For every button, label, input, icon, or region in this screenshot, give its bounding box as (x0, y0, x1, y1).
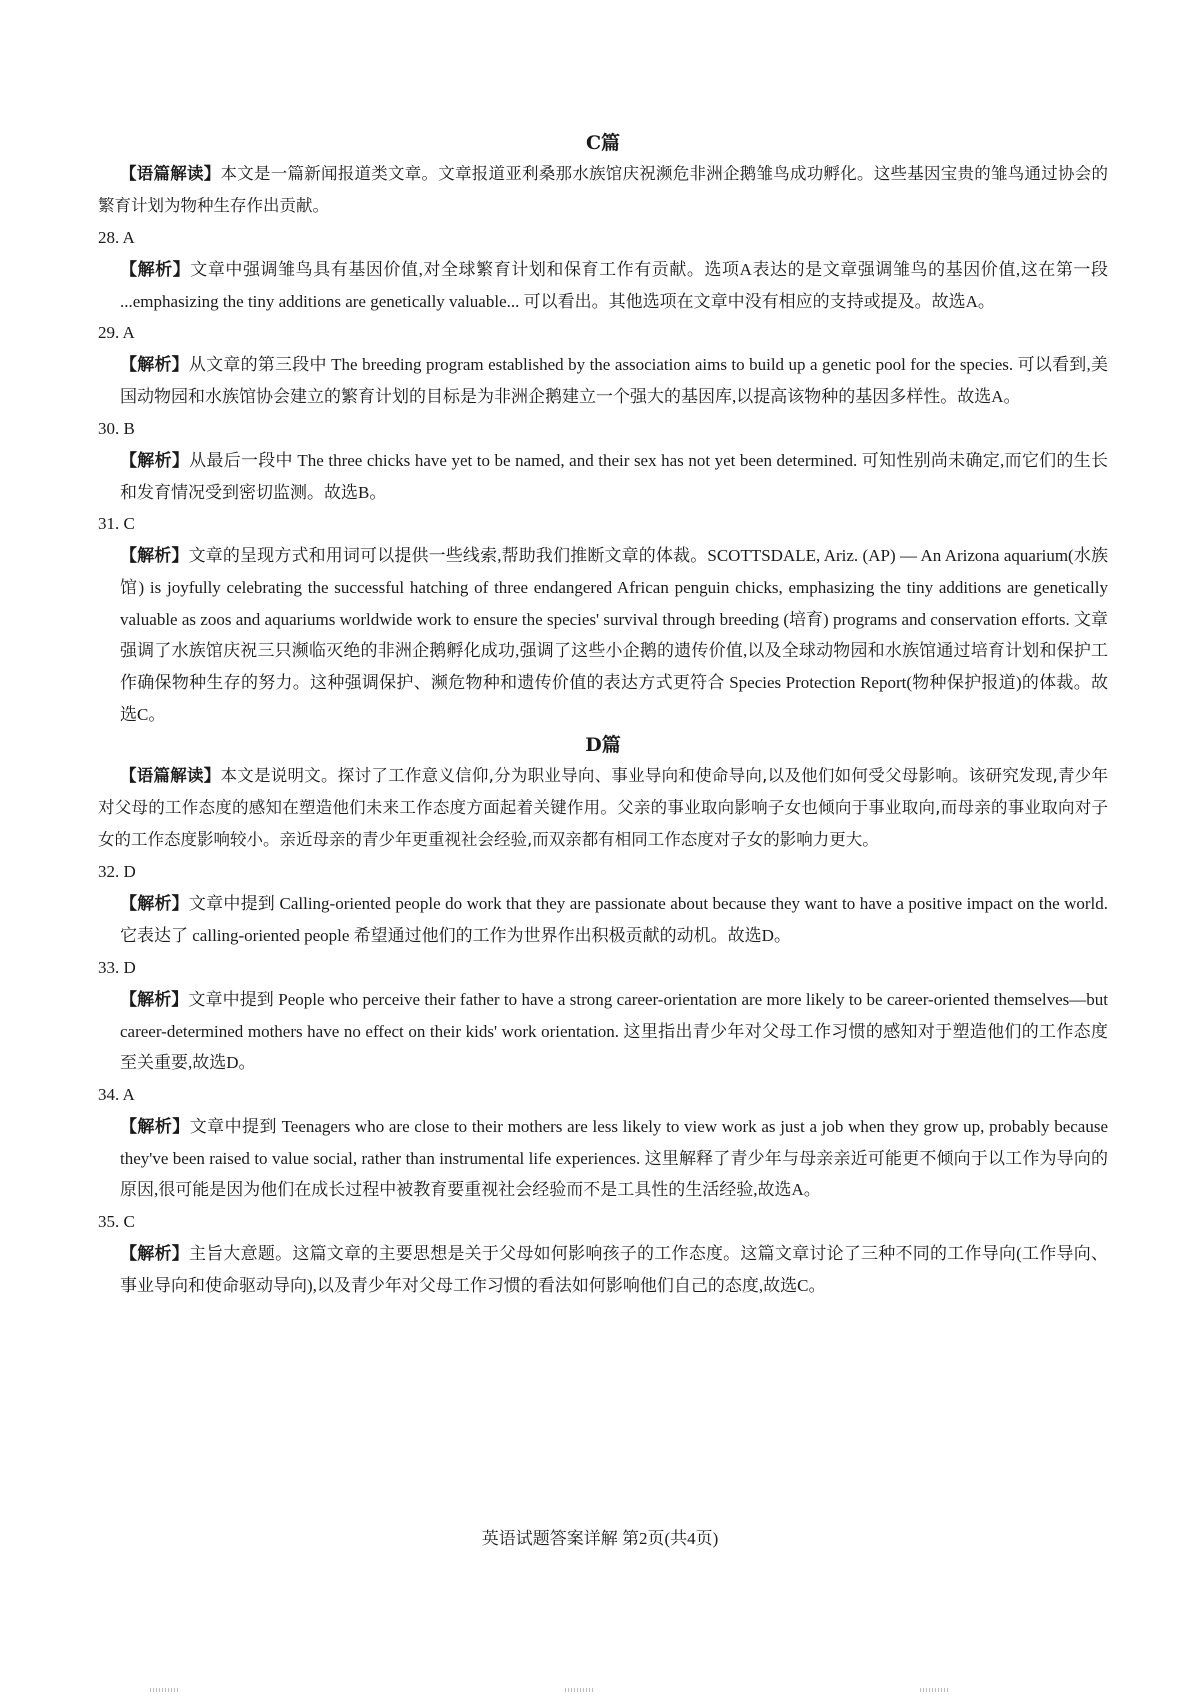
question-analysis (120, 540, 1108, 730)
section-c-intro-tag: 【语篇解读】 (120, 164, 221, 183)
question-31 (98, 508, 1108, 730)
section-d-intro-tag: 【语篇解读】 (120, 766, 221, 786)
question-number: 35. C (98, 1212, 135, 1232)
analysis-tag: 【解析】 (120, 1244, 189, 1264)
question-32 (98, 856, 1108, 951)
analysis-text: 文章中提到 Teenagers who are close to their mothers are less likely to view work as just a job when they grow up, probably because they've been raised to value social, rather than instrumental life experiences. 这里解释了青少年与母亲亲近可能更不倾向于以工作为导向的原因,很可能是因为他们在成长过程中被教育要重视社会经验而不是工具性的生活经验,故选A。 (120, 1116, 1108, 1200)
question-number: 29. A (98, 323, 135, 343)
page-footer: 英语试题答案详解 第2页(共4页) (481, 1529, 719, 1548)
question-35 (98, 1206, 1108, 1301)
section-c-intro (98, 158, 1108, 222)
analysis-tag: 【解析】 (120, 1116, 190, 1136)
question-number: 28. A (98, 228, 135, 247)
analysis-text: 文章中提到 People who perceive their father to have a strong career-orientation are more likely to be career-oriented themselves—but career-determined mothers have no effect on their kids' work orientation. 这里指出青少年对父母工作习惯的感知对于塑造他们的工作态度至关重要,故选D。 (120, 989, 1109, 1073)
question-analysis (120, 254, 1108, 317)
question-number: 34. A (98, 1084, 135, 1104)
question-30 (98, 413, 1108, 508)
analysis-tag: 【解析】 (120, 894, 189, 914)
page-content (98, 128, 1108, 1301)
question-analysis (120, 1111, 1108, 1206)
scan-speck (150, 1688, 178, 1692)
analysis-tag: 【解析】 (120, 450, 190, 470)
question-analysis (120, 984, 1108, 1079)
question-33 (98, 952, 1108, 1079)
section-c-title: C篇 (585, 132, 621, 154)
question-34 (98, 1079, 1108, 1206)
question-number: 32. D (98, 862, 136, 882)
analysis-tag: 【解析】 (120, 989, 189, 1009)
question-number: 31. C (98, 514, 135, 534)
analysis-text: 从最后一段中 The three chicks have yet to be named, and their sex has not yet been determined. 可知性别尚未确定,而它们的生长和发育情况受到密切监测。故选B。 (120, 450, 1108, 502)
question-number: 30. B (98, 418, 135, 438)
section-c-intro-text: 本文是一篇新闻报道类文章。文章报道亚利桑那水族馆庆祝濒危非洲企鹅雏鸟成功孵化。这些基因宝贵的雏鸟通过协会的繁育计划为物种生存作出贡献。 (98, 164, 1108, 215)
section-d-intro-text: 本文是说明文。探讨了工作意义信仰,分为职业导向、事业导向和使命导向,以及他们如何受父母影响。该研究发现,青少年对父母的工作态度的感知在塑造他们未来工作态度方面起着关键作用。父亲的事业取向影响子女也倾向于事业取向,而母亲的事业取向对子女的工作态度影响较小。亲近母亲的青少年更重视社会经验,而双亲都有相同工作态度对子女的影响力更大。 (98, 766, 1108, 850)
analysis-tag: 【解析】 (120, 260, 191, 279)
analysis-text: 文章的呈现方式和用词可以提供一些线索,帮助我们推断文章的体裁。SCOTTSDALE, Ariz. (AP) — An Arizona aquarium(水族馆) is joyfully celebrating the successful hatching of three endangered African penguin chicks, emphasizing the tiny additions are genetically valuable as zoos and aquariums worldwide work to ensure the species' survival through breeding (培育) programs and conservation efforts. 文章强调了水族馆庆祝三只濒临灭绝的非洲企鹅孵化成功,强调了这些小企鹅的遗传价值,以及全球动物园和水族馆通过培育计划和保护工作确保物种生存的努力。这种强调保护、濒危物种和遗传价值的表达方式更符合 Species Protection Report(物种保护报道)的体裁。故选C。 (120, 546, 1109, 724)
analysis-text: 文章中提到 Calling-oriented people do work that they are passionate about because they want to have a positive impact on the world. 它表达了 calling-oriented people 希望通过他们的工作为世界作出积极贡献的动机。故选D。 (120, 894, 1108, 946)
scan-speck (565, 1688, 593, 1692)
question-number: 33. D (98, 957, 136, 977)
question-analysis (120, 445, 1108, 508)
analysis-text: 主旨大意题。这篇文章的主要思想是关于父母如何影响孩子的工作态度。这篇文章讨论了三种不同的工作导向(工作导向、事业导向和使命驱动导向),以及青少年对父母工作习惯的看法如何影响他们自己的态度,故选C。 (120, 1244, 1108, 1295)
analysis-text: 从文章的第三段中 The breeding program established by the association aims to build up a genetic pool for the species. 可以看到,美国动物园和水族馆协会建立的繁育计划的目标是为非洲企鹅建立一个强大的基因库,以提高该物种的基因多样性。故选A。 (120, 355, 1109, 407)
question-analysis (120, 349, 1108, 412)
analysis-text: 文章中强调雏鸟具有基因价值,对全球繁育计划和保育工作有贡献。选项A表达的是文章强调雏鸟的基因价值,这在第一段 ...emphasizing the tiny additions are genetically valuable... 可以看出。其他选项在文章中没有相应的支持或提及。故选A。 (120, 260, 1108, 311)
analysis-tag: 【解析】 (120, 355, 189, 375)
section-d-intro (98, 760, 1108, 856)
question-analysis (120, 888, 1108, 951)
question-analysis (120, 1238, 1108, 1301)
question-29 (98, 317, 1108, 412)
question-28 (98, 222, 1108, 317)
scan-speck (920, 1688, 948, 1692)
analysis-tag: 【解析】 (120, 546, 189, 566)
section-d-title: D篇 (585, 734, 621, 757)
